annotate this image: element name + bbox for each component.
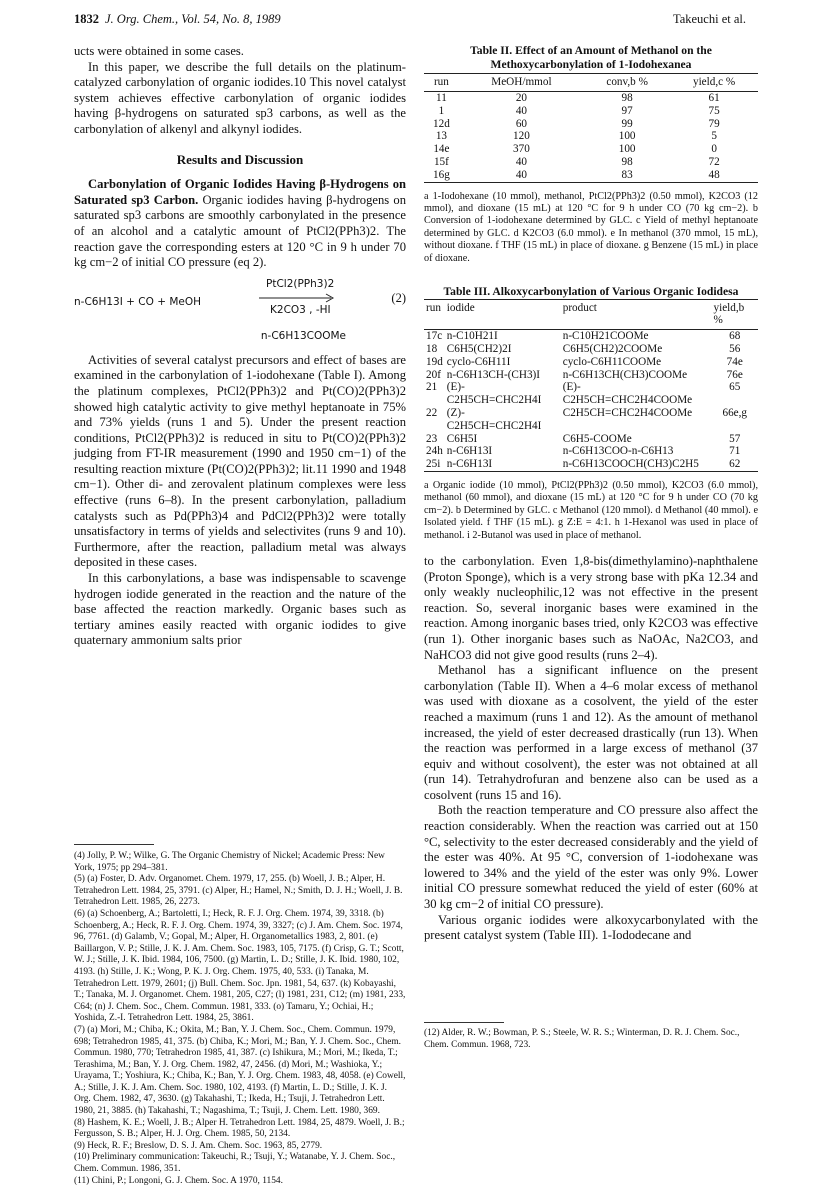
table-row	[424, 105, 758, 118]
table-cell: 11	[436, 91, 447, 104]
table-cell: C6H5I	[446, 432, 478, 445]
column-header: run	[424, 299, 445, 330]
table-cell: 21	[426, 381, 438, 394]
paragraph-catalysts: Activities of several catalyst precursors and effect of bases are examined in the carbonylation of 1-iodohexane (Table I). Among the platinum complexes, PtCl2(PPh3)2 and Pt(CO)2(PPh3)2 showed high catalytic activity to give methyl heptanoate in 75% and 73% yields (runs 1 and 5). Under the present reaction conditions, PtCl2(PPh3)2 is reduced in situ to Pt(CO)2(PPh3)2 judging from FT-IR measurement (1990 and 1950 cm−1) of the resulting reaction mixture (Pt(CO)2(PPh3)2; lit.11 1990 and 1948 cm−1). Other di- and zerovalent platinum complexes were less effective (runs 6–8). In the present carbonylation, palladium catalysts such as Pd(PPh3)4 and PdCl2(PPh3)2 were totally unsatisfactory in terms of yields and selectivites (runs 9 and 10). Furthermore, after the reaction, palladium metal was always deposited in these cases.	[74, 352, 406, 570]
equation-product: n-C6H13COOMe	[260, 329, 346, 342]
table-row	[424, 369, 758, 382]
table-header-row	[424, 299, 758, 330]
page-number: 1832	[74, 12, 99, 26]
table-cell: (Z)-C2H5CH=CHC2H4I	[446, 406, 542, 432]
table3-footnote: a Organic iodide (10 mmol), PtCl2(PPh3)2 (0.50 mmol), K2CO3 (6.0 mmol), methanol (60 mmol), and dioxane (15 mL) at 120 °C for 9 h under CO (70 kg cm−2). b Determined by GLC. c Methanol (120 mmol). d Methanol (40 mmol). e Isolated yield. f THF (15 mL). g Z:E = 4:1. h 1-Hexanol was used in place of methanol. i 2-Butanol was used in place of methanol.	[424, 479, 758, 541]
reference-item: (4) Jolly, P. W.; Wilke, G. The Organic Chemistry of Nickel; Academic Press: New York, 1975; pp 294–381.	[74, 851, 385, 873]
table-cell: 20	[515, 91, 528, 104]
table-cell: 100	[618, 143, 636, 156]
table-cell: n-C6H13I	[446, 445, 493, 458]
table-cell: 57	[729, 432, 741, 445]
table-row	[424, 156, 758, 169]
table-row	[424, 458, 758, 471]
header-left	[74, 12, 281, 27]
table-row	[424, 169, 758, 182]
table-cell: C6H5(CH2)2COOMe	[562, 342, 663, 355]
reference-item: (6) (a) Schoenberg, A.; Bartoletti, I.; Heck, R. F. J. Org. Chem. 1974, 39, 3318. (b) Schoenberg, A.; Heck, R. F. J. Org. Chem. 1974, 39, 3327; (c) J. Am. Chem. Soc. 1974, 96, 7761. (d) Galamb, V.; Gopal, M.; Alper, H. Organometallics 1983, 2, 801. (e) Baillargon, V. P.; Stille, J. K. J. Am. Chem. Soc. 1983, 105, 7175. (f) Crisp, G. T.; Scott, W. J.; Stille, J. K. Ibid. 1984, 106, 7500. (g) Martin, L. D.; Stille, J. K. Ibid. 1980, 102, 4193. (h) Stille, J. K.; Wong, P. K. J. Org. Chem. 1975, 40, 533. (i) Tanaka, M. Tetrahedron Lett. 1979, 2601; (j) Bull. Chem. Soc. Jpn. 1981, 54, 637. (k) Kobayashi, T.; Tanaka, M. J. Organomet. Chem. 1981, 205, C27; (l) 1981, 231, C12; (m) 1981, 233, C64; (n) J. Chem. Soc., Chem. Commun. 1981, 333. (o) Tamaru, Y.; Ochiai, H.; Yoshida, Z.-I. Tetrahedron Lett. 1984, 25, 3861.	[74, 908, 406, 1024]
table-cell: 75	[708, 104, 720, 117]
table-cell: C2H5CH=CHC2H4COOMe	[562, 406, 693, 419]
table-cell: 0	[711, 143, 717, 156]
reference-item: (12) Alder, R. W.; Bowman, P. S.; Steele, W. R. S.; Winterman, D. R. J. Chem. Soc., Chem. Commun. 1968, 723.	[424, 1028, 740, 1050]
table-cell: 40	[515, 155, 528, 168]
table2	[424, 73, 758, 182]
table-cell: 1	[438, 104, 445, 117]
column-header: conv,b %	[584, 74, 670, 92]
table-row	[424, 91, 758, 104]
table-cell: 97	[621, 104, 633, 117]
table-cell: 40	[459, 169, 584, 182]
column-header: product	[561, 299, 712, 330]
table-cell: 72	[708, 155, 720, 168]
reference-item: (5) (a) Foster, D. Adv. Organomet. Chem. 1979, 17, 255. (b) Woell, J. B.; Alper, H. Tetrahedron Lett. 1984, 25, 3791. (c) Alper, H.; Hamel, N.; Smith, D. J. H.; Woell, J. B. Tetrahedron Lett. 1985, 26, 2273.	[74, 874, 403, 908]
table-cell: 76e	[726, 368, 743, 381]
table-cell: 71	[729, 445, 741, 458]
paragraph-various-iodides: Various organic iodides were alkoxycarbonylated with the present catalyst system (Table III). 1-Iododecane and	[424, 912, 758, 943]
paragraph-carbonylation	[74, 177, 406, 271]
table-cell: 19d	[426, 355, 443, 368]
table-cell: 74e	[726, 355, 743, 368]
table-cell: 370	[513, 143, 530, 156]
table-cell: 79	[708, 117, 720, 130]
table-cell: 61	[708, 91, 720, 104]
paragraph-methanol: Methanol has a significant influence on the present carbonylation (Table II). When a 4–6 molar excess of methanol was used with dioxane as a cosolvent, the yield of the ester reached a maximum (runs 1 and 12). As the amount of methanol increased, the yield of ester decreased drastically (run 13). When the reaction was performed in a large excess of methanol (37 equiv and without cosolvent), the ester was not obtained at all (run 14). Tetrahydrofuran and benzene also can be used as a cosolvent (runs 15 and 16).	[424, 663, 758, 802]
reference-item: (8) Hashem, K. E.; Woell, J. B.; Alper H. Tetrahedron Lett. 1984, 25, 4879. Woell, J. B.; Fergusson, S. B.; Alper, H. J. Org. Chem. 1985, 50, 2134.	[74, 1117, 405, 1140]
table-cell: n-C10H21I	[446, 330, 498, 343]
column-header: run	[424, 74, 459, 92]
table-row	[424, 130, 758, 143]
table-row	[424, 407, 758, 433]
running-author: Takeuchi et al.	[672, 12, 746, 26]
reference-item: (9) Heck, R. F.; Breslow, D. S. J. Am. Chem. Soc. 1963, 85, 2779.	[74, 1140, 323, 1151]
table-cell: 25i	[424, 458, 445, 471]
table-row	[424, 343, 758, 356]
paragraph-bases-continued: to the carbonylation. Even 1,8-bis(dimethylamino)-naphthalene (Proton Sponge), which is a very strong base with pKa 12.34 and only weakly nucleophilic,12 was not effective in the present reaction. So, several inorganic bases were examined in the reaction. Among inorganic bases tried, only K2CO3 was effective (run 1). Other inorganic bases such as NaOAc, Na2CO3, and NaHCO3 did not give good results (runs 2–4).	[424, 553, 758, 662]
table-cell: 48	[670, 169, 758, 182]
table-cell: n-C10H21COOMe	[562, 330, 649, 343]
table2-footnote: a 1-Iodohexane (10 mmol), methanol, PtCl2(PPh3)2 (0.50 mmol), K2CO3 (12 mmol), and dioxane (15 mL) at 120 °C for 9 h under CO (70 kg cm−2). b Conversion of 1-iodohexane determined by GLC. c Yield of methyl heptanoate determined by GLC. d K2CO3 (6.0 mmol). e In methanol (370 mmol, 15 mL), without dioxane. f THF (15 mL) in place of dioxane. g Benzene (15 mL) in place of dioxane.	[424, 190, 758, 264]
paragraph-temperature: Both the reaction temperature and CO pressure also affect the reaction considerably. When the reaction was carried out at 150 °C, selectivity to the ester decreased considerably and the yield of the ester was 40%. At 95 °C, conversion of 1-iodohexane was lowered to 34% and the yield of the ester was only 9%. Lower initial CO pressure somewhat reduced the yield of ester (60% at 30 kg cm−2 of initial CO pressure).	[424, 803, 758, 912]
table-cell: 14e	[433, 143, 450, 156]
table-cell: 98	[621, 91, 633, 104]
table-cell: n-C6H13COO-n-C6H13	[562, 445, 674, 458]
column-header: MeOH/mmol	[459, 74, 584, 92]
table-cell: 83	[584, 169, 670, 182]
equation-catalyst: PtCl2(PPh3)2	[266, 277, 335, 290]
table2-title: Table II. Effect of an Amount of Methanol on the Methoxycarbonylation of 1-Iodohexanea	[470, 44, 712, 71]
table-cell: n-C6H13I	[445, 458, 561, 471]
page-header	[74, 12, 746, 32]
table3	[424, 299, 758, 472]
footnote-rule	[424, 1022, 504, 1023]
table-cell: 68	[729, 330, 741, 343]
table-cell: 5	[711, 130, 717, 143]
table-row	[424, 330, 758, 343]
table-cell: (E)-C2H5CH=CHC2H4I	[446, 381, 542, 407]
table-cell: 40	[515, 104, 528, 117]
table-row	[424, 143, 758, 156]
table-row	[424, 445, 758, 458]
column-header: iodide	[445, 299, 561, 330]
table-cell: 16g	[424, 169, 459, 182]
table-cell: 18	[426, 342, 438, 355]
equation-base: K2CO3 , -HI	[270, 303, 331, 316]
equation-2	[74, 277, 406, 347]
column-header: yield,c %	[670, 74, 758, 92]
table-cell: 24h	[426, 445, 443, 458]
table-cell: C6H5-COOMe	[562, 432, 632, 445]
column-header: yield,b %	[712, 299, 759, 330]
table-cell: cyclo-C6H11I	[446, 355, 511, 368]
table-cell: 98	[621, 155, 633, 168]
table-cell: 20f	[426, 368, 441, 381]
table-cell: 22	[426, 406, 438, 419]
reference-item: (7) (a) Mori, M.; Chiba, K.; Okita, M.; Ban, Y. J. Chem. Soc., Chem. Commun. 1979, 698; Tetrahedron 1985, 41, 375. (b) Chiba, K.; Mori, M.; Ban, Y. J. Chem. Soc., Chem. Commun. 1980, 770; Tetrahedron 1985, 41, 387. (c) Ishikura, M.; Mori, M.; Ikeda, T.; Terashima, M.; Ban, Y. J. Org. Chem. 1982, 47, 2456. (d) Mori, M.; Washioka, Y.; Urayama, T.; Yoshiura, K.; Chiba, K.; Ban, Y. J. Org. Chem. 1983, 48, 4058. (e) Cowell, A.; Stille, J. K. J. Am. Chem. Soc. 1980, 102, 4193. (f) Martin, L. D.; Stille, J. K. J. Org. Chem. 1982, 47, 3630. (g) Takahashi, T.; Ikeda, H.; Tsuji, J. Tetrahedron Lett. 1980, 21, 3885. (h) Takahashi, T.; Nagashima, T.; Tsuji, J. Chem. Lett. 1980, 369.	[74, 1024, 406, 1117]
footnote-rule	[74, 844, 154, 845]
table-row	[424, 381, 758, 407]
table-cell: 23	[426, 432, 438, 445]
table-cell: n-C6H13CH(CH3)COOMe	[562, 368, 688, 381]
paragraph-intro: In this paper, we describe the full details on the platinum-catalyzed carbonylation of organic iodides.10 This novel catalyst system achieves effective carbonylation of organic iodides having β-hydrogens on saturated sp3 carbons, as well as the carbonylation of alkenyl and alkynyl iodides.	[74, 59, 406, 136]
reference-item: (10) Preliminary communication: Takeuchi, R.; Tsuji, Y.; Watanabe, Y. J. Chem. Soc., Chem. Commun. 1986, 351.	[74, 1152, 396, 1175]
paragraph-continuation: ucts were obtained in some cases.	[74, 44, 244, 58]
table-cell: C6H5(CH2)2I	[446, 342, 512, 355]
table-cell: 12d	[433, 117, 450, 130]
right-column	[424, 44, 758, 944]
paragraph-carbonylation-text: Organic iodides having β-hydrogens on saturated sp3 carbons are smoothly carbonylated in the presence of an alcohol and a catalytic amount of PtCl2(PPh3)2. The reaction gave the corresponding esters at 120 °C in 9 h under 70 kg cm−2 of initial CO pressure (eq 2).	[74, 192, 406, 270]
table-row	[424, 118, 758, 131]
reference-item: (11) Chini, P.; Longoni, G. J. Chem. Soc. A 1970, 1154.	[74, 1175, 283, 1186]
paragraph-bases: In this carbonylations, a base was indispensable to scavenge hydrogen iodide generated in the reaction and the nature of the base affected the reaction markedly. Organic bases such as tertiary amines easily reacted with organic iodides to give quaternary ammonium salts prior	[74, 571, 406, 648]
table3-title: Table III. Alkoxycarbonylation of Various Organic Iodidesa	[443, 285, 739, 298]
subsection-heading: Carbonylation of Organic Iodides Having β-Hydrogens on Saturated sp3 Carbon.	[74, 177, 406, 207]
table-cell: 56	[729, 342, 741, 355]
table-cell: 65	[729, 381, 741, 394]
table-cell: 13	[435, 130, 447, 143]
table-cell: n-C6H13COOCH(CH3)C2H5	[561, 458, 712, 471]
left-column	[74, 44, 406, 649]
reaction-arrow-icon	[259, 293, 335, 303]
table-cell: (E)-C2H5CH=CHC2H4COOMe	[562, 381, 693, 407]
journal-citation: J. Org. Chem., Vol. 54, No. 8, 1989	[105, 12, 281, 26]
table-cell: 100	[618, 130, 636, 143]
table-cell: n-C6H13CH-(CH3)I	[446, 368, 541, 381]
references-list	[74, 844, 406, 1187]
table-row	[424, 433, 758, 446]
table-header-row	[424, 74, 758, 92]
equation-number: (2)	[391, 290, 406, 305]
table-cell: 62	[712, 458, 759, 471]
table-cell: 60	[515, 117, 528, 130]
table-cell: 120	[513, 130, 530, 143]
table-row	[424, 356, 758, 369]
table-cell: cyclo-C6H11COOMe	[562, 355, 662, 368]
table-cell: 66e,g	[722, 406, 748, 419]
table-cell: 17c	[426, 330, 443, 343]
table-cell: 15f	[433, 155, 449, 168]
table-cell: 99	[621, 117, 633, 130]
section-title: Results and Discussion	[176, 151, 304, 167]
equation-reactants: n-C6H13I + CO + MeOH	[74, 295, 202, 308]
